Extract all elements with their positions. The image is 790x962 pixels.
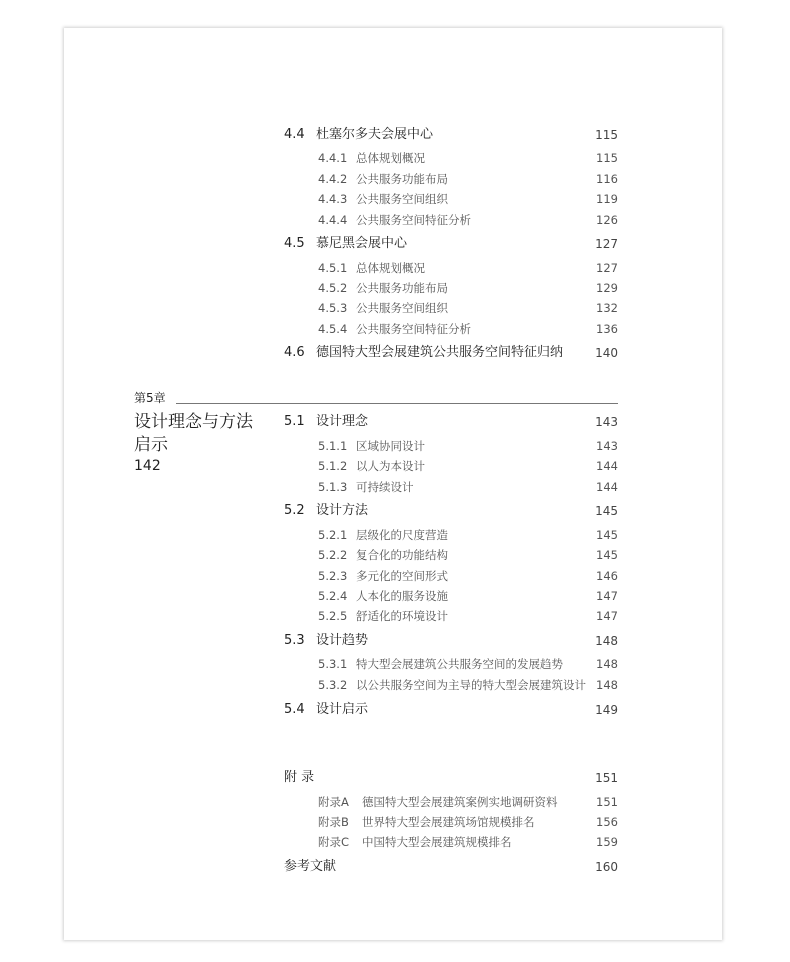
entry-title: 中国特大型会展建筑规模排名	[362, 835, 512, 849]
toc-section-entry	[0, 700, 790, 720]
toc-subsection-entry	[0, 319, 790, 339]
entry-number: 5.2.4	[318, 589, 348, 603]
toc-subsection-entry	[0, 675, 790, 695]
entry-title: 设计理念	[316, 414, 369, 429]
entry-number: 5.3	[284, 633, 305, 648]
entry-page-number: 119	[596, 192, 618, 206]
toc-subsection-entry	[0, 654, 790, 674]
entry-title: 公共服务空间特征分析	[356, 322, 471, 336]
entry-page-number: 144	[596, 480, 618, 494]
toc-subsection-entry	[0, 148, 790, 168]
entry-title: 慕尼黑会展中心	[316, 236, 408, 251]
entry-number: 4.5.3	[318, 301, 348, 315]
entry-number: 附录A	[318, 795, 349, 809]
entry-title: 总体规划概况	[356, 151, 425, 165]
entry-title: 总体规划概况	[356, 261, 425, 275]
entry-page-number: 115	[595, 128, 618, 142]
entry-page-number: 147	[596, 589, 618, 603]
toc-appendix-entry	[0, 832, 790, 852]
entry-number: 5.1	[284, 414, 305, 429]
toc-subsection-entry	[0, 189, 790, 209]
toc-section-entry	[0, 857, 790, 877]
entry-title: 设计方法	[316, 503, 369, 518]
entry-page-number: 148	[595, 634, 618, 648]
entry-number: 5.2.1	[318, 528, 348, 542]
entry-page-number: 127	[595, 237, 618, 251]
toc-subsection-entry	[0, 278, 790, 298]
entry-page-number: 159	[596, 835, 618, 849]
entry-page-number: 126	[596, 213, 618, 227]
entry-page-number: 145	[596, 528, 618, 542]
entry-number: 5.3.1	[318, 657, 348, 671]
entry-page-number: 144	[596, 459, 618, 473]
entry-page-number: 136	[596, 322, 618, 336]
entry-title: 多元化的空间形式	[356, 569, 448, 583]
toc-appendix-entry	[0, 792, 790, 812]
toc-subsection-entry	[0, 210, 790, 230]
entry-page-number: 146	[596, 569, 618, 583]
chapter-title-line1: 设计理念与方法	[134, 412, 253, 432]
entry-number: 5.2.3	[318, 569, 348, 583]
chapter-title-line2: 启示	[134, 435, 168, 455]
chapter-page: 142	[134, 458, 161, 474]
entry-number: 4.4.3	[318, 192, 348, 206]
entry-number: 4.5.1	[318, 261, 348, 275]
entry-title: 世界特大型会展建筑场馆规模排名	[362, 815, 535, 829]
entry-page-number: 116	[596, 172, 618, 186]
entry-number: 4.5.4	[318, 322, 348, 336]
entry-number: 5.4	[284, 702, 305, 717]
entry-title: 可持续设计	[356, 480, 414, 494]
entry-number: 4.4.1	[318, 151, 348, 165]
entry-page-number: 148	[596, 678, 618, 692]
entry-page-number: 148	[596, 657, 618, 671]
toc-subsection-entry	[0, 566, 790, 586]
entry-title: 舒适化的环境设计	[356, 609, 448, 623]
toc-subsection-entry	[0, 606, 790, 626]
entry-title: 公共服务功能布局	[356, 172, 448, 186]
toc-section-entry	[0, 343, 790, 363]
entry-page-number: 143	[595, 415, 618, 429]
toc-appendix-entry	[0, 812, 790, 832]
toc-subsection-entry	[0, 477, 790, 497]
entry-title: 层级化的尺度营造	[356, 528, 448, 542]
entry-title: 公共服务空间组织	[356, 301, 448, 315]
entry-number: 5.1.1	[318, 439, 348, 453]
entry-title: 复合化的功能结构	[356, 548, 448, 562]
toc-subsection-entry	[0, 258, 790, 278]
entry-page-number: 145	[595, 504, 618, 518]
entry-page-number: 129	[596, 281, 618, 295]
toc-section-entry	[0, 501, 790, 521]
entry-number: 附录C	[318, 835, 350, 849]
entry-title: 以人为本设计	[356, 459, 425, 473]
toc-section-entry	[0, 768, 790, 788]
entry-title: 区域协同设计	[356, 439, 425, 453]
entry-page-number: 145	[596, 548, 618, 562]
entry-page-number: 115	[596, 151, 618, 165]
entry-title: 参考文献	[284, 859, 337, 874]
entry-title: 特大型会展建筑公共服务空间的发展趋势	[356, 657, 563, 671]
toc-subsection-entry	[0, 525, 790, 545]
entry-page-number: 151	[595, 771, 618, 785]
entry-number: 5.1.3	[318, 480, 348, 494]
entry-number: 5.2.5	[318, 609, 348, 623]
entry-title: 设计趋势	[316, 633, 369, 648]
entry-number: 5.2.2	[318, 548, 348, 562]
entry-number: 4.6	[284, 345, 305, 360]
entry-number: 5.3.2	[318, 678, 348, 692]
toc-subsection-entry	[0, 456, 790, 476]
entry-title: 设计启示	[316, 702, 369, 717]
entry-number: 5.2	[284, 503, 305, 518]
entry-title: 德国特大型会展建筑案例实地调研资料	[362, 795, 558, 809]
toc-section-entry	[0, 125, 790, 145]
toc-subsection-entry	[0, 586, 790, 606]
toc-subsection-entry	[0, 436, 790, 456]
entry-number: 附录B	[318, 815, 349, 829]
entry-page-number: 147	[596, 609, 618, 623]
entry-title: 附 录	[284, 770, 315, 785]
toc-subsection-entry	[0, 545, 790, 565]
entry-page-number: 149	[595, 703, 618, 717]
entry-page-number: 156	[596, 815, 618, 829]
entry-page-number: 127	[596, 261, 618, 275]
chapter-label: 第5章	[134, 391, 166, 405]
entry-page-number: 151	[596, 795, 618, 809]
entry-page-number: 160	[595, 860, 618, 874]
entry-title: 德国特大型会展建筑公共服务空间特征归纳	[316, 345, 564, 360]
entry-page-number: 132	[596, 301, 618, 315]
toc-section-entry	[0, 234, 790, 254]
toc-subsection-entry	[0, 169, 790, 189]
toc-subsection-entry	[0, 298, 790, 318]
entry-number: 4.4.2	[318, 172, 348, 186]
chapter-divider	[176, 403, 618, 404]
entry-title: 公共服务功能布局	[356, 281, 448, 295]
entry-title: 公共服务空间特征分析	[356, 213, 471, 227]
entry-title: 公共服务空间组织	[356, 192, 448, 206]
entry-title: 以公共服务空间为主导的特大型会展建筑设计	[356, 678, 586, 692]
entry-number: 4.4	[284, 127, 305, 142]
entry-title: 杜塞尔多夫会展中心	[316, 127, 434, 142]
entry-page-number: 143	[596, 439, 618, 453]
entry-number: 4.5.2	[318, 281, 348, 295]
entry-title: 人本化的服务设施	[356, 589, 448, 603]
toc-section-entry	[0, 631, 790, 651]
entry-number: 5.1.2	[318, 459, 348, 473]
entry-number: 4.4.4	[318, 213, 348, 227]
entry-page-number: 140	[595, 346, 618, 360]
entry-number: 4.5	[284, 236, 305, 251]
toc-section-entry	[0, 412, 790, 432]
